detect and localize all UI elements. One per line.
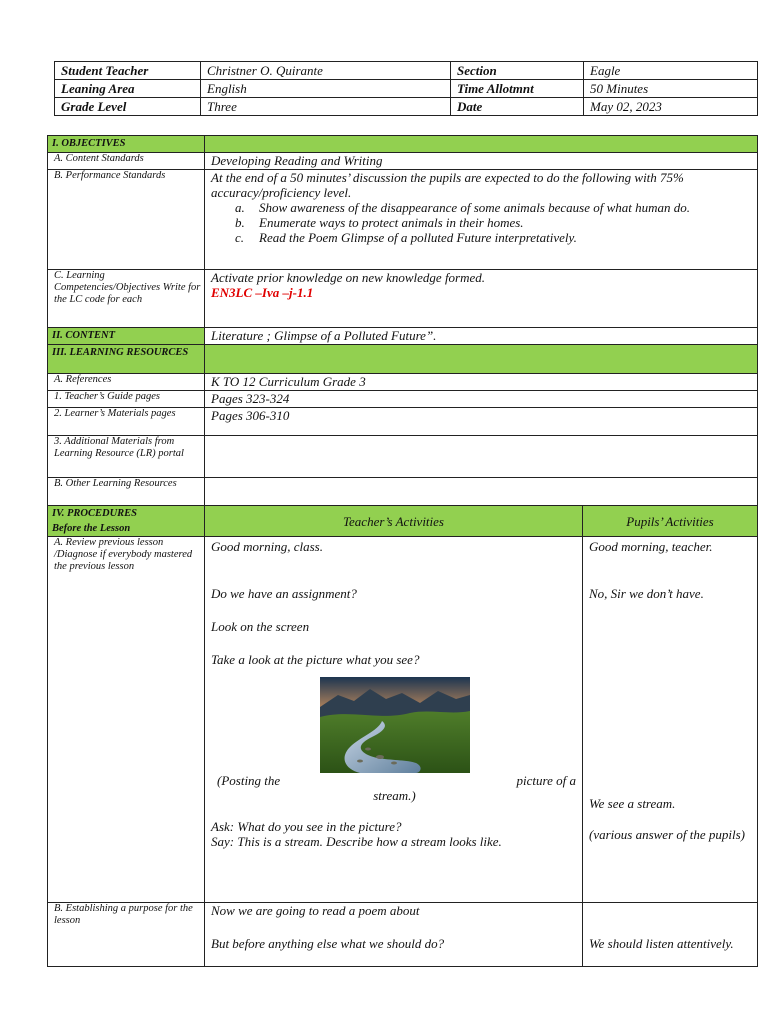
objective-text: Show awareness of the disappearance of some animals because of what human do. bbox=[259, 200, 691, 215]
additional-materials-row bbox=[48, 436, 758, 478]
teacher-greeting: Good morning, class. bbox=[211, 539, 323, 554]
purpose-pupil-activities bbox=[583, 903, 758, 967]
time-allotment-value: 50 Minutes bbox=[584, 80, 758, 98]
lc-code: EN3LC –Iva –j-1.1 bbox=[211, 285, 314, 300]
objective-text: Enumerate ways to protect animals in their homes. bbox=[259, 215, 524, 230]
learners-materials-value: Pages 306-310 bbox=[205, 408, 758, 436]
procedures-heading-row bbox=[48, 506, 758, 537]
review-teacher-activities bbox=[205, 537, 583, 903]
teachers-guide-value: Pages 323-324 bbox=[205, 391, 758, 408]
pupil-assignment-answer: No, Sir we don’t have. bbox=[589, 586, 704, 601]
pupil-activities-header: Pupils’ Activities bbox=[583, 506, 758, 537]
pupil-various-answer: (various answer of the pupils) bbox=[589, 827, 745, 842]
teacher-say: Say: This is a stream. Describe how a stream looks like. bbox=[211, 834, 502, 849]
objective-item bbox=[235, 215, 751, 230]
learning-area-value: English bbox=[201, 80, 451, 98]
references-value: K TO 12 Curriculum Grade 3 bbox=[205, 374, 758, 391]
performance-standards-value bbox=[205, 170, 758, 270]
date-label: Date bbox=[451, 98, 584, 116]
other-resources-value bbox=[205, 478, 758, 506]
procedures-heading bbox=[48, 506, 205, 537]
content-heading: II. CONTENT bbox=[48, 328, 205, 345]
references-row bbox=[48, 374, 758, 391]
section-label: Section bbox=[451, 62, 584, 80]
objective-item bbox=[235, 200, 751, 215]
pupil-listen-answer: We should listen attentively. bbox=[589, 936, 734, 951]
content-value: Literature ; Glimpse of a Polluted Future”. bbox=[205, 328, 758, 345]
resources-heading-blank bbox=[205, 345, 758, 374]
references-label: A. References bbox=[48, 374, 205, 391]
purpose-label: B. Establishing a purpose for the lesson bbox=[48, 903, 205, 967]
other-resources-row bbox=[48, 478, 758, 506]
posting-right: picture of a bbox=[516, 773, 576, 788]
grade-level-label: Grade Level bbox=[55, 98, 201, 116]
teacher-poem-intro: Now we are going to read a poem about bbox=[211, 903, 420, 918]
teacher-assignment-question: Do we have an assignment? bbox=[211, 586, 357, 601]
content-standards-row bbox=[48, 153, 758, 170]
additional-materials-label: 3. Additional Materials from Learning Resource (LR) portal bbox=[48, 436, 205, 478]
competencies-label: C. Learning Competencies/Objectives Write for the LC code for each bbox=[48, 270, 205, 328]
content-standards-label: A. Content Standards bbox=[48, 153, 205, 170]
header-row bbox=[55, 98, 758, 116]
section-value: Eagle bbox=[584, 62, 758, 80]
student-teacher-value: Christner O. Quirante bbox=[201, 62, 451, 80]
competency-text: Activate prior knowledge on new knowledge formed. bbox=[211, 270, 486, 285]
header-row bbox=[55, 80, 758, 98]
pupil-greeting: Good morning, teacher. bbox=[589, 539, 713, 554]
stream-photo-icon bbox=[320, 677, 470, 773]
objectives-heading-blank bbox=[205, 136, 758, 153]
header-row bbox=[55, 62, 758, 80]
objectives-heading-row bbox=[48, 136, 758, 153]
objective-text: Read the Poem Glimpse of a polluted Future interpretatively. bbox=[259, 230, 577, 245]
stream-landscape-image bbox=[320, 677, 470, 773]
resources-heading: III. LEARNING RESOURCES bbox=[48, 345, 205, 374]
competencies-value bbox=[205, 270, 758, 328]
content-heading-row bbox=[48, 328, 758, 345]
performance-standards-row bbox=[48, 170, 758, 270]
objective-marker: c. bbox=[235, 230, 245, 245]
header-info-table bbox=[54, 61, 758, 116]
learners-materials-label: 2. Learner’s Materials pages bbox=[48, 408, 205, 436]
learning-area-label: Leaning Area bbox=[55, 80, 201, 98]
teacher-picture-question: Take a look at the picture what you see? bbox=[211, 652, 420, 667]
review-label: A. Review previous lesson /Diagnose if everybody mastered the previous lesson bbox=[48, 537, 205, 903]
procedures-title: IV. PROCEDURES bbox=[52, 508, 138, 519]
time-allotment-label: Time Allotmnt bbox=[451, 80, 584, 98]
lesson-plan-table bbox=[47, 135, 758, 967]
grade-level-value: Three bbox=[201, 98, 451, 116]
posting-left: (Posting the bbox=[217, 773, 281, 788]
other-resources-label: B. Other Learning Resources bbox=[48, 478, 205, 506]
teacher-activities-header: Teacher’s Activities bbox=[205, 506, 583, 537]
performance-standards-label: B. Performance Standards bbox=[48, 170, 205, 270]
teacher-screen-instruction: Look on the screen bbox=[211, 619, 310, 634]
review-pupil-activities bbox=[583, 537, 758, 903]
content-standards-value: Developing Reading and Writing bbox=[205, 153, 758, 170]
objective-marker: b. bbox=[235, 215, 245, 230]
teachers-guide-label: 1. Teacher’s Guide pages bbox=[48, 391, 205, 408]
learners-materials-row bbox=[48, 408, 758, 436]
teachers-guide-row bbox=[48, 391, 758, 408]
posting-note bbox=[211, 773, 578, 788]
procedures-subtitle: Before the Lesson bbox=[52, 523, 131, 534]
posting-end: stream.) bbox=[373, 788, 416, 803]
objective-marker: a. bbox=[235, 200, 245, 215]
competencies-row bbox=[48, 270, 758, 328]
pupil-stream-answer: We see a stream. bbox=[589, 796, 676, 811]
teacher-before-question: But before anything else what we should do? bbox=[211, 936, 445, 951]
objectives-heading: I. OBJECTIVES bbox=[48, 136, 205, 153]
review-row bbox=[48, 537, 758, 903]
date-value: May 02, 2023 bbox=[584, 98, 758, 116]
purpose-row bbox=[48, 903, 758, 967]
additional-materials-value bbox=[205, 436, 758, 478]
performance-intro: At the end of a 50 minutes’ discussion the pupils are expected to do the following with 75% accuracy/proficiency level. bbox=[211, 170, 684, 200]
student-teacher-label: Student Teacher bbox=[55, 62, 201, 80]
resources-heading-row bbox=[48, 345, 758, 374]
objective-list bbox=[211, 200, 751, 245]
purpose-teacher-activities bbox=[205, 903, 583, 967]
objective-item bbox=[235, 230, 751, 245]
teacher-ask: Ask: What do you see in the picture? bbox=[211, 819, 402, 834]
